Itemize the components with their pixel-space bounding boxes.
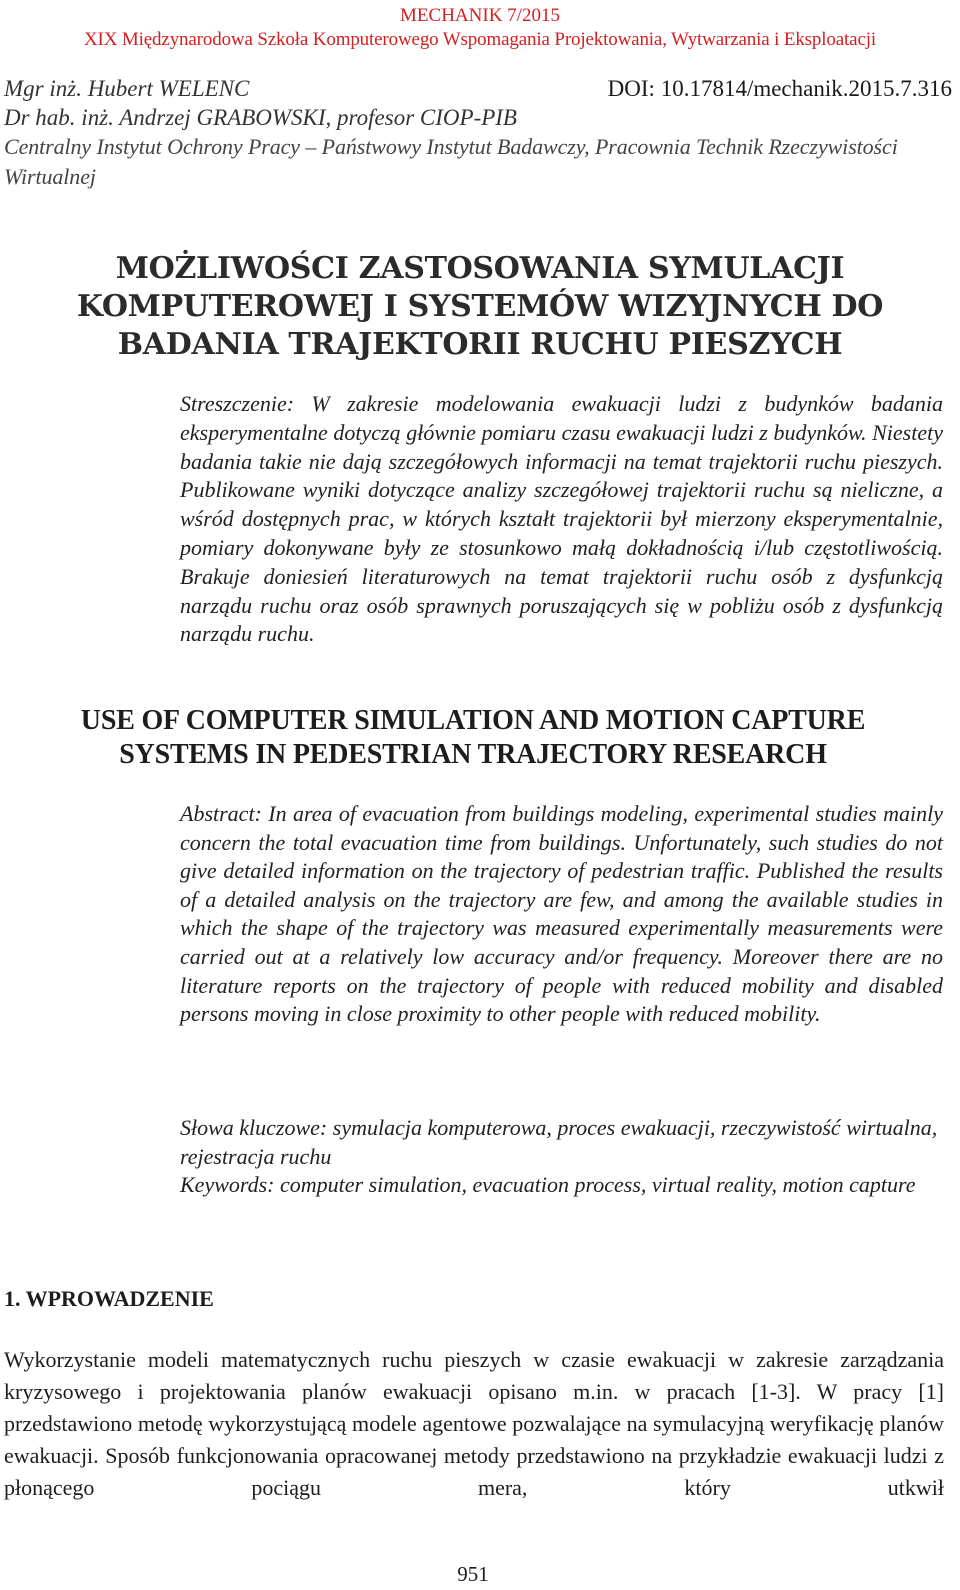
page-number: 951	[457, 1562, 489, 1586]
title-polish	[0, 250, 960, 364]
author-block	[4, 74, 954, 192]
abstract-polish: Streszczenie: W zakresie modelowania ewakuacji ludzi z budynków badania eksperymentalne dotyczą głównie pomiaru czasu ewakuacji ludzi z budynków. Niestety badania takie nie dają szczegółowych informacji na temat trajektorii ruchu pieszych. Publikowane wyniki dotyczące analizy szczegółowej trajektorii ruchu są nieliczne, a wśród dostępnych prac, w których kształt trajektorii był mierzony eksperymentalnie, pomiary dokonywane były ze stosunkowo małą dokładnością i/lub częstotliwością. Brakuje doniesień literaturowych na temat trajektorii ruchu osób z dysfunkcją narządu ruchu oraz osób sprawnych poruszających się w pobliżu osób z dysfunkcją narządu ruchu.	[180, 391, 943, 647]
conference-name: XIX Międzynarodowa Szkoła Komputerowego Wspomagania Projektowania, Wytwarzania i Eksploatacji	[83, 29, 876, 50]
journal-issue: MECHANIK 7/2015	[400, 5, 560, 26]
title-polish-line-3: BADANIA TRAJEKTORII RUCHU PIESZYCH	[117, 327, 843, 362]
title-polish-line-1: MOŻLIWOŚCI ZASTOSOWANIA SYMULACJI	[115, 251, 845, 286]
author-1: Mgr inż. Hubert WELENC	[4, 76, 250, 101]
section-body-text: Wykorzystanie modeli matematycznych ruchu pieszych w czasie ewakuacji w zakresie zarządzania kryzysowego i projektowania planów ewakuacji opisano m.in. w pracach [1-3]. W pracy [1] przedstawiono metodę wykorzystującą modele agentowe pozwalające na symulacyjną weryfikację planów ewakuacji. Sposób funkcjonowania opracowanej metody przedstawiono na przykładzie ewakuacji ludzi z płonącego pociągu mera, który utkwił	[4, 1347, 944, 1500]
author-row-1	[4, 74, 954, 103]
keywords-block	[180, 1114, 943, 1200]
title-polish-line-2: KOMPUTEROWEJ I SYSTEMÓW WIZYJNYCH DO	[76, 289, 884, 324]
title-english-line-1: USE OF COMPUTER SIMULATION AND MOTION CAPTURE	[80, 705, 866, 736]
author-2: Dr hab. inż. Andrzej GRABOWSKI, profesor CIOP-PIB	[4, 105, 517, 130]
title-english	[0, 704, 946, 772]
title-english-line-2: SYSTEMS IN PEDESTRIAN TRAJECTORY RESEARCH	[119, 739, 827, 770]
abstract-english: Abstract: In area of evacuation from buildings modeling, experimental studies mainly concern the total evacuation time from buildings. Unfortunately, such studies do not give detailed information on the trajectory of pedestrian traffic. Published the results of a detailed analysis on the trajectory are few, and among the available studies in which the shape of the trajectory was measured experimentally measurements were carried out at a relatively low accuracy and/or frequency. Moreover there are no literature reports on the trajectory of people with reduced mobility and disabled persons moving in close proximity to other people with reduced mobility.	[180, 801, 943, 1027]
keywords-english: Keywords: computer simulation, evacuation process, virtual reality, motion capture	[180, 1172, 916, 1198]
doi-label: DOI: 10.17814/mechanik.2015.7.316	[607, 76, 952, 101]
keywords-polish: Słowa kluczowe: symulacja komputerowa, proces ewakuacji, rzeczywistość wirtualna, rejestracja ruchu	[180, 1115, 938, 1169]
journal-header	[0, 4, 960, 52]
affiliation: Centralny Instytut Ochrony Pracy – Państwowy Instytut Badawczy, Pracownia Technik Rzeczywistości Wirtualnej	[4, 134, 898, 189]
section-heading: 1. WPROWADZENIE	[4, 1286, 214, 1311]
